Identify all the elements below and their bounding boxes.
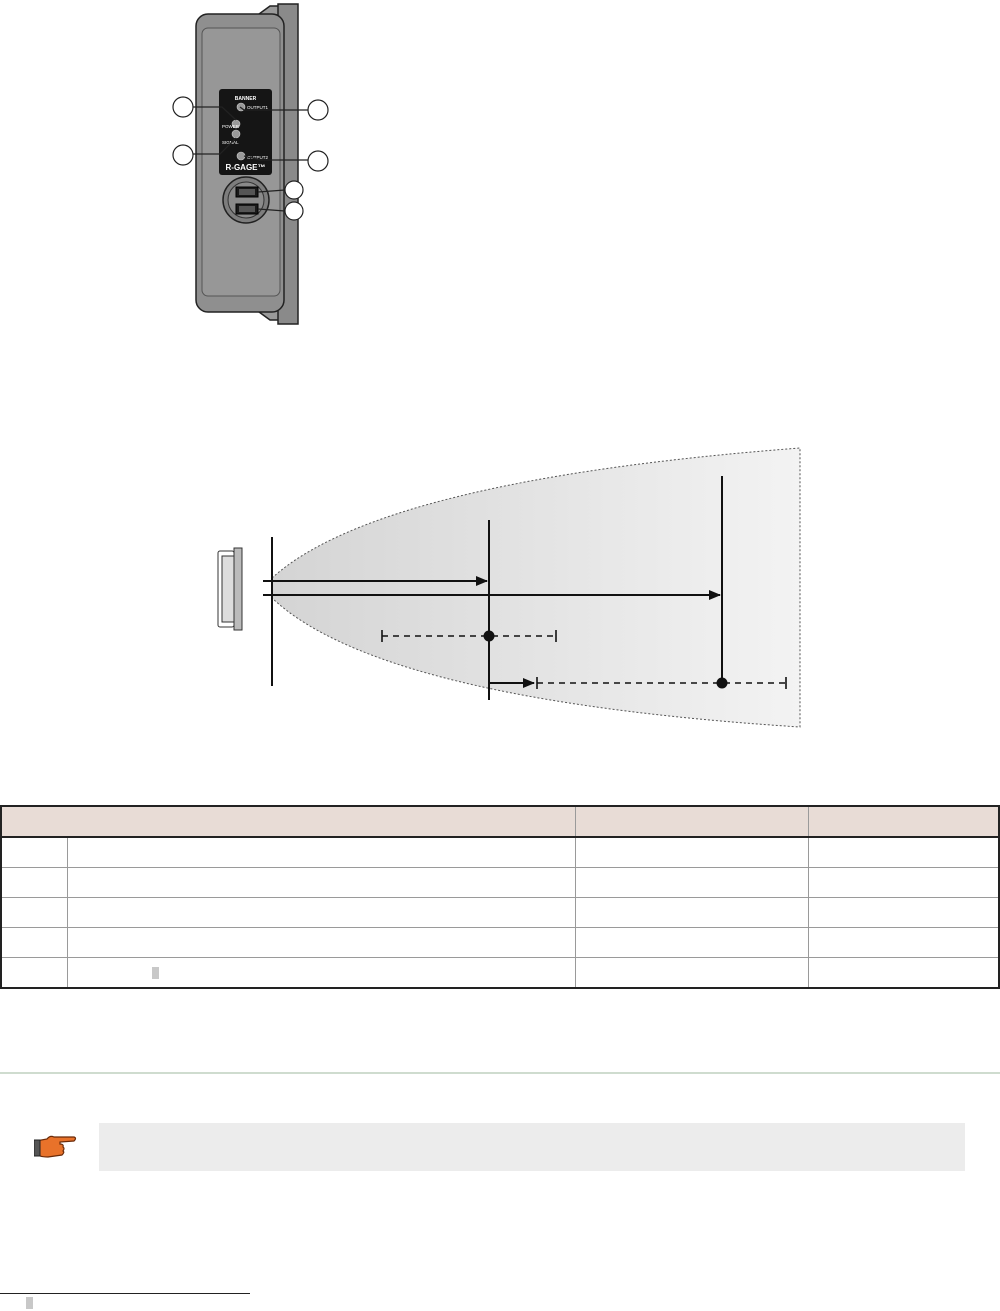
- setpoint-2-dot: [717, 678, 728, 689]
- note-box: [99, 1123, 965, 1171]
- table-cell: [808, 958, 999, 989]
- table-cell: [808, 898, 999, 928]
- table-cell: [1, 928, 67, 958]
- table-cell: [575, 958, 808, 989]
- callout-bubble-3: [173, 145, 193, 165]
- table-cell: [575, 868, 808, 898]
- table-cell: [575, 928, 808, 958]
- setpoint-1-dot: [484, 631, 495, 642]
- led-output2: [237, 152, 245, 160]
- led-output2-label: OUTPUT2: [247, 155, 269, 160]
- device-illustration: [0, 0, 1000, 340]
- led-signal: [232, 130, 240, 138]
- footnote-rule: [0, 1293, 250, 1294]
- table-header-3: [808, 806, 999, 837]
- led-signal-label: SIGNAL: [222, 140, 239, 145]
- section-divider: [0, 1072, 1000, 1074]
- footnote-reference-mark[interactable]: [152, 967, 159, 979]
- table-header-row: [1, 806, 999, 837]
- table-cell: [808, 868, 999, 898]
- table-cell: [67, 928, 575, 958]
- table-cell: [67, 868, 575, 898]
- table-row: [1, 868, 999, 898]
- table-row: [1, 958, 999, 989]
- table-cell: [1, 868, 67, 898]
- table-cell: [67, 898, 575, 928]
- callout-bubble-6: [285, 202, 303, 220]
- table-cell: [1, 837, 67, 868]
- table-cell: [67, 837, 575, 868]
- led-power-label: POWER: [222, 124, 240, 129]
- pointing-hand-icon: [34, 1131, 78, 1161]
- table-row: [1, 837, 999, 868]
- rotary-switch-1-window: [239, 189, 255, 195]
- table-cell: [575, 898, 808, 928]
- table-header-2: [575, 806, 808, 837]
- table-cell: [1, 958, 67, 989]
- callout-bubble-5: [285, 181, 303, 199]
- rotary-switch-2-window: [239, 206, 255, 212]
- model-logo: R-GAGE™: [225, 163, 266, 172]
- table-row: [1, 928, 999, 958]
- led-output1-label: OUTPUT1: [247, 105, 269, 110]
- callout-bubble-4: [308, 151, 328, 171]
- table-cell: [808, 928, 999, 958]
- brand-logo: BANNER: [234, 96, 257, 102]
- table-cell: [67, 958, 575, 989]
- footnote-mark: [26, 1297, 33, 1309]
- table-row: [1, 898, 999, 928]
- table-header-1: [1, 806, 575, 837]
- spec-table: [0, 805, 1000, 989]
- sensor-icon: [218, 548, 242, 630]
- table-cell: [1, 898, 67, 928]
- table-cell: [808, 837, 999, 868]
- table-cell: [575, 837, 808, 868]
- callout-bubble-1: [173, 97, 193, 117]
- callout-bubble-2: [308, 100, 328, 120]
- beam-diagram: [0, 440, 1000, 740]
